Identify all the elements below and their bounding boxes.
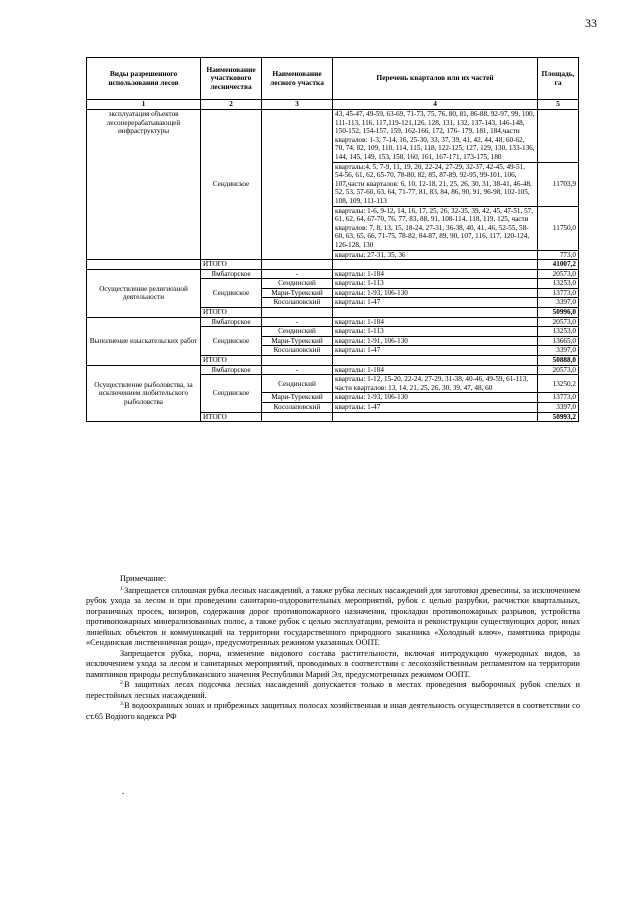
table-row xyxy=(87,317,579,327)
plot-cell xyxy=(262,110,333,260)
plot-cell: Сендинский xyxy=(262,327,333,337)
area-cell: 20573,0 xyxy=(538,365,579,375)
forestry-cell: Ямбаторское xyxy=(201,269,262,279)
area-cell: 3397,0 xyxy=(538,346,579,356)
plot-cell: Мари-Турекский xyxy=(262,336,333,346)
area-cell xyxy=(538,110,579,163)
use-type-cell: эксплуатация объектов лесоперерабатывающей инфраструктуры xyxy=(87,110,201,260)
table-row xyxy=(87,365,579,375)
empty-cell xyxy=(333,260,538,270)
table-row xyxy=(87,110,579,163)
table-row xyxy=(87,269,579,279)
empty-cell xyxy=(333,412,538,422)
quarters-cell: кварталы: 1-184 xyxy=(333,365,538,375)
quarters-cell: кварталы: 1-12, 15-20, 22-24, 27-29, 31-38, 40-46, 49-59, 61-113, части кварталов: 13, 14, 21, 25, 26, 30, 39, 47, 48, 60 xyxy=(333,375,538,393)
quarters-cell: кварталы: 1-113 xyxy=(333,279,538,289)
empty-cell xyxy=(87,260,201,270)
forestry-cell: Ямбаторское xyxy=(201,317,262,327)
plot-cell: Косолаповский xyxy=(262,346,333,356)
quarters-cell: кварталы: 1-93, 106-130 xyxy=(333,288,538,298)
forestry-cell: Сендинское xyxy=(201,327,262,356)
plot-cell: - xyxy=(262,269,333,279)
area-cell: 3397,0 xyxy=(538,298,579,308)
plot-cell: - xyxy=(262,317,333,327)
total-value: 41007,2 xyxy=(538,260,579,270)
plot-cell: Косолаповский xyxy=(262,403,333,413)
quarters-cell: кварталы: 1-47 xyxy=(333,403,538,413)
trailing-dot: . xyxy=(122,786,125,796)
header-plot: Наименование лесного участка xyxy=(262,58,333,100)
empty-cell xyxy=(262,308,333,318)
empty-cell xyxy=(333,356,538,366)
total-label: ИТОГО xyxy=(201,308,262,318)
note-3-marker: 3. xyxy=(120,701,125,707)
use-type-cell: Осуществление религиозной деятельности xyxy=(87,269,201,317)
column-number-row xyxy=(87,100,579,110)
col-number-1: 1 xyxy=(87,100,201,110)
plot-cell: Мари-Турекский xyxy=(262,393,333,403)
forestry-cell: Сендинское xyxy=(201,110,262,260)
quarters-cell: кварталы: 1-91, 106-130 xyxy=(333,336,538,346)
area-cell: 3397,0 xyxy=(538,403,579,413)
plot-cell: - xyxy=(262,365,333,375)
header-forestry: Наименование участкового лесничества xyxy=(201,58,262,100)
quarters-cell: кварталы: 1-93, 106-130 xyxy=(333,393,538,403)
total-label: ИТОГО xyxy=(201,412,262,422)
header-area: Площадь, га xyxy=(538,58,579,100)
area-cell: 773,0 xyxy=(538,250,579,260)
note-1-marker: 1. xyxy=(120,585,125,592)
total-value: 50993,2 xyxy=(538,412,579,422)
quarters-cell: кварталы: 1-113 xyxy=(333,327,538,337)
empty-cell xyxy=(262,412,333,422)
note-3 xyxy=(86,701,580,722)
area-cell: 13665,0 xyxy=(538,336,579,346)
plot-cell: Сендинский xyxy=(262,279,333,289)
col-number-3: 3 xyxy=(262,100,333,110)
total-row xyxy=(87,260,579,270)
plot-cell: Сендинский xyxy=(262,375,333,393)
note-2-marker: 2. xyxy=(120,680,125,686)
empty-cell xyxy=(262,260,333,270)
note-2-text: В защитных лесах подсочка лесных насаждений допускается только в местах проведения выборочных рубок спелых и перестойных лесных насаждений. xyxy=(86,680,580,700)
note-1-text: Запрещается сплошная рубка лесных насаждений, а также рубка лесных насаждений для заготовки древесины, за исключением рубок ухода за лесом и при проведении санитарно-оздоровительных мероприятий, рубок с целью разрубки, расчистки квартальных, пограничных просек, визиров, содержания дорог противопожарного назначения, прокладки противопожарных разрывов, устройства противопожарных минерализованных полос, а также рубок с целью эксплуатации, ремонта и реконструкции существующих дорог, иных линейных объектов и коммуникаций на территории государственного природного заказника «Холодный ключ», памятника природы «Сендинская лиственничная роща», предусмотренных режимом указанных ООПТ. xyxy=(86,585,580,647)
quarters-cell: кварталы: 1-184 xyxy=(333,317,538,327)
plot-cell: Мари-Турекский xyxy=(262,288,333,298)
col-number-2: 2 xyxy=(201,100,262,110)
total-value: 50996,0 xyxy=(538,308,579,318)
quarters-cell: кварталы: 27-31, 35, 36 xyxy=(333,250,538,260)
area-cell: 13253,0 xyxy=(538,327,579,337)
area-cell: 20573,0 xyxy=(538,317,579,327)
use-type-cell: Осуществление рыболовства, за исключением любительского рыболовства xyxy=(87,365,201,422)
area-cell: 13253,0 xyxy=(538,279,579,289)
area-cell: 13250,2 xyxy=(538,375,579,393)
empty-cell xyxy=(333,308,538,318)
quarters-cell: кварталы: 1-6, 9-12, 14, 16, 17, 25, 26, 32-35, 39, 42, 45, 47-51, 57, 61, 62, 64, 67-70, 76, 77, 83, 88, 91, 108-114, 118, 119, 125, части кварталов: 7, 8, 13, 15, 18-24, 27-31, 36-38, 40, 41, 46, 52-55, 58-60, 63, 65, 66, 71-75, 78-82, 84-87, 89, 90, 107, 116, 117, 120-124, 126-128, 130 xyxy=(333,206,538,250)
area-cell: 20573,0 xyxy=(538,269,579,279)
col-number-4: 4 xyxy=(333,100,538,110)
quarters-cell: кварталы: 1-184 xyxy=(333,269,538,279)
note-1 xyxy=(86,586,580,649)
note-2 xyxy=(86,680,580,701)
note-3-text: В водоохранных зонах и прибрежных защитных полосах хозяйственная и иная деятельность осуществляется в соответствии со ст.65 Водного кодекса РФ xyxy=(86,701,580,721)
area-cell: 13773,0 xyxy=(538,393,579,403)
forest-use-table xyxy=(86,57,579,422)
quarters-cell: кварталы:4, 5, 7-9, 11, 19, 20, 22-24, 27-29, 32-37, 42-45, 49-51, 54-56, 61, 62, 65-70, 78-80, 82, 85, 87-89, 92-95, 99-101, 106, 107,части кварталов: 6, 10, 12-18, 21, 25, 26, 30, 31, 38-41, 46-48, 52, 53, 57-60, 63, 64, 71-77, 81, 83, 84, 86, 90, 91, 96-98, 102-105, 108, 109, 111-113 xyxy=(333,162,538,206)
forestry-cell: Сендинское xyxy=(201,375,262,412)
quarters-cell: кварталы: 1-47 xyxy=(333,298,538,308)
area-cell: 11703,9 xyxy=(538,162,579,206)
forestry-cell: Ямбаторское xyxy=(201,365,262,375)
notes-title: Примечание: xyxy=(120,574,167,583)
header-use-type: Виды разрешенного использования лесов xyxy=(87,58,201,100)
area-cell: 11750,0 xyxy=(538,206,579,250)
col-number-5: 5 xyxy=(538,100,579,110)
total-label: ИТОГО xyxy=(201,356,262,366)
forestry-cell: Сендинское xyxy=(201,279,262,308)
table-header-row xyxy=(87,58,579,100)
total-value: 50888,0 xyxy=(538,356,579,366)
empty-cell xyxy=(262,356,333,366)
quarters-cell: кварталы: 1-47 xyxy=(333,346,538,356)
use-type-cell: Выполнение изыскательских работ xyxy=(87,317,201,365)
total-label: ИТОГО xyxy=(201,260,262,270)
header-quarters: Перечень кварталов или их частей xyxy=(333,58,538,100)
page-number: 33 xyxy=(585,16,597,30)
area-cell: 13773,0 xyxy=(538,288,579,298)
note-paragraph: Запрещается рубка, порча, изменение видового состава растительности, включая интродукцию чужеродных видов, за исключением ухода за лесом и санитарных мероприятий, проводимых в соответствии с лесохозяйственным регламентом на территории памятников природы республиканского значения Республики Марий Эл, предусмотренных режимом ООПТ. xyxy=(86,648,580,679)
plot-cell: Косолаповский xyxy=(262,298,333,308)
quarters-cell: 43, 45-47, 49-59, 63-69, 71-73, 75, 76, 80, 81, 86-88, 92-97, 99, 100, 111-113, 116, 117,119-121,126, 128, 131, 132, 137-143, 146-148, 150-152, 154-157, 159, 162-166, 172, 176- 179, 181, 184,части кварталов: 1-3, 7-14, 16, 25-30, 33, 37, 39, 41, 42, 44, 48, 60-62, 70, 74, 82, 109, 110, 114, 115, 118, 122-125, 127, 129, 130, 133-136, 144, 145, 149, 153, 158, 160, 161, 167-171, 173-175, 180 xyxy=(333,110,538,163)
notes-section xyxy=(86,574,580,722)
